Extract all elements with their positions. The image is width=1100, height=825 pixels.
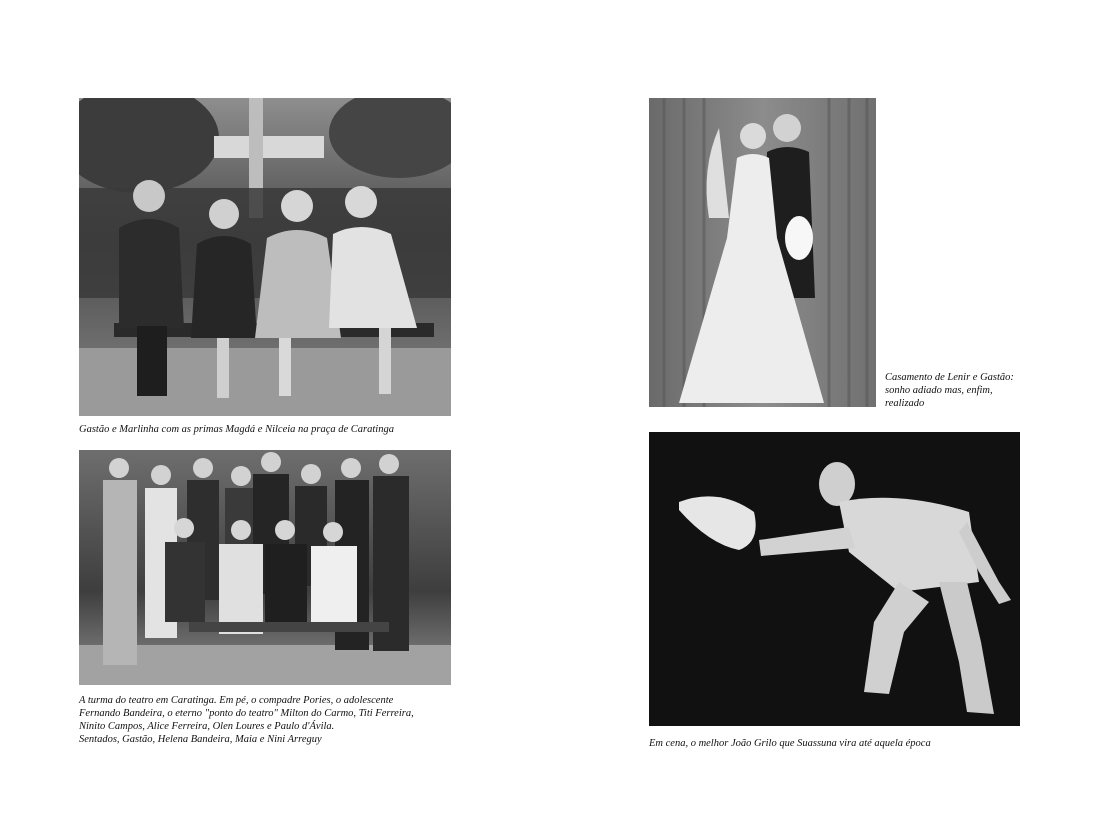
photo-em-cena (649, 432, 1020, 726)
caption-line: realizado (885, 398, 925, 409)
caption-teatro (79, 694, 414, 746)
caption-line: A turma do teatro em Caratinga. Em pé, o compadre Pories, o adolescente (79, 695, 394, 706)
caption-praca (79, 423, 394, 436)
caption-text: Em cena, o melhor João Grilo que Suassuna vira até aquela época (649, 738, 931, 749)
caption-line: Ninito Campos, Alice Ferreira, Olen Loures e Paulo d'Ávila. (79, 721, 335, 732)
caption-line: Casamento de Lenir e Gastão: (885, 372, 1014, 383)
caption-line: Fernando Bandeira, o eterno "ponto do teatro" Milton do Carmo, Titi Ferreira, (79, 708, 414, 719)
photo-turma-teatro (79, 450, 451, 685)
right-page (550, 0, 1100, 825)
caption-em-cena (649, 737, 931, 750)
caption-line: Sentados, Gastão, Helena Bandeira, Maia e Nini Arreguy (79, 734, 322, 745)
caption-casamento (885, 371, 1014, 410)
caption-line: sonho adiado mas, enfim, (885, 385, 993, 396)
caption-text: Gastão e Marlinha com as primas Magdá e Nilceia na praça de Caratinga (79, 424, 394, 435)
photo-casamento (649, 98, 876, 407)
photo-praca-caratinga (79, 98, 451, 416)
